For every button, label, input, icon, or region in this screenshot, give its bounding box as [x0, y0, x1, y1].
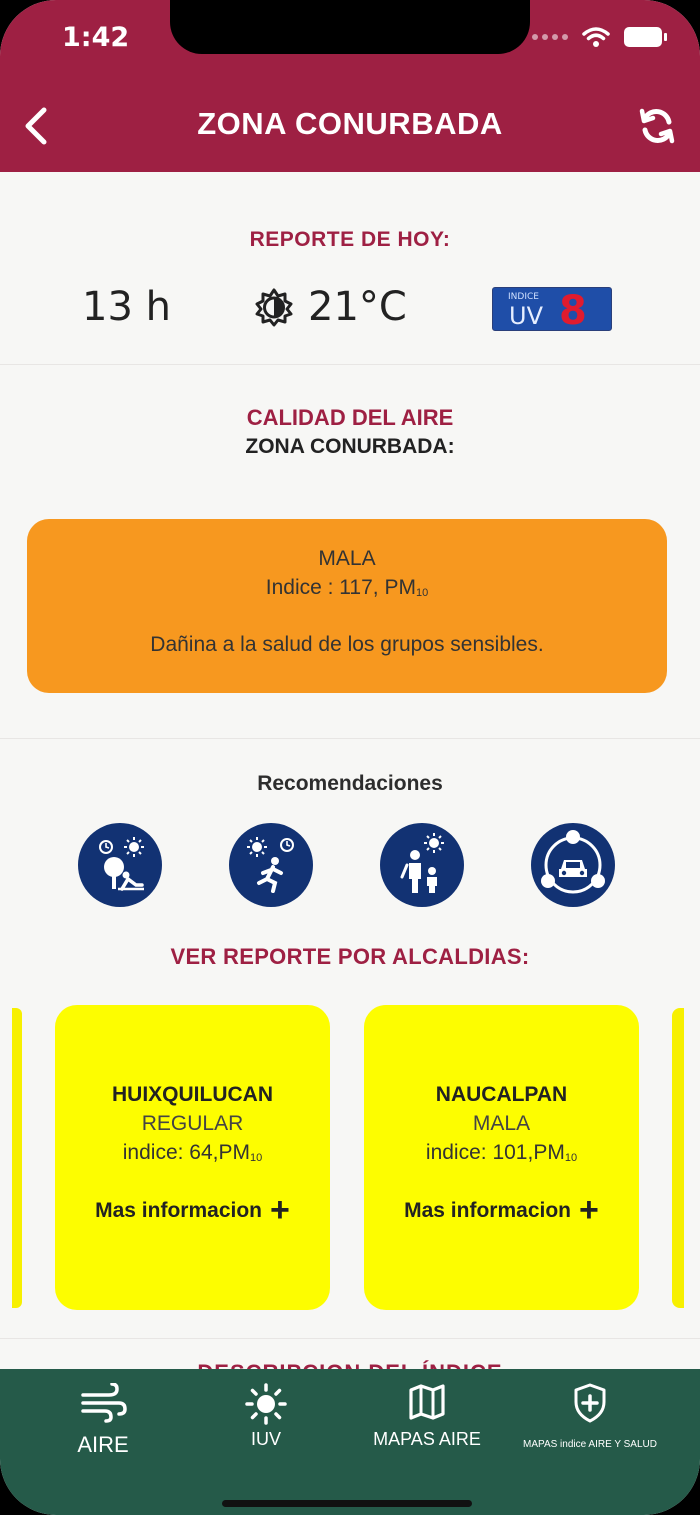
alcaldia-status: REGULAR	[141, 1112, 244, 1135]
alcaldia-name: HUIXQUILUCAN	[112, 1083, 273, 1106]
wifi-icon	[582, 26, 610, 48]
air-quality-description: Dañina a la salud de los grupos sensibles.	[150, 633, 544, 656]
temperature-group	[254, 284, 407, 330]
nav-item-aire[interactable]	[38, 1369, 168, 1515]
plus-icon: +	[270, 1191, 290, 1229]
wind-icon	[79, 1383, 127, 1423]
map-icon	[408, 1383, 446, 1421]
refresh-button[interactable]	[636, 104, 678, 148]
uv-value: 8	[559, 288, 587, 334]
more-info-button[interactable]	[55, 1191, 330, 1229]
nav-item-mapas-aire[interactable]	[352, 1369, 502, 1515]
header-bar	[0, 0, 700, 172]
status-time: 1:42	[62, 22, 130, 53]
air-quality-zone: ZONA CONURBADA:	[245, 435, 455, 458]
status-icons	[532, 26, 662, 48]
home-indicator[interactable]	[222, 1500, 472, 1507]
family-outdoor-icon[interactable]	[380, 823, 464, 907]
nav-label-mapas-aire: MAPAS AIRE	[373, 1429, 481, 1449]
pollutant-subscript: 10	[415, 587, 429, 599]
plus-icon: +	[579, 1191, 599, 1229]
air-quality-title: CALIDAD DEL AIRE	[246, 405, 454, 430]
outdoor-rest-icon[interactable]	[78, 823, 162, 907]
shield-plus-icon	[573, 1383, 607, 1423]
uv-index-badge[interactable]	[492, 287, 612, 334]
partly-sunny-icon	[254, 287, 294, 327]
air-quality-card[interactable]	[27, 519, 667, 693]
alcaldia-card-next[interactable]	[672, 1008, 684, 1308]
alcaldia-status: MALA	[472, 1112, 531, 1135]
sun-icon	[245, 1383, 287, 1425]
divider	[0, 1338, 700, 1339]
air-index-text: Indice : 117, PM	[265, 576, 416, 599]
car-share-icon[interactable]	[531, 823, 615, 907]
signal-icon	[532, 34, 568, 40]
alcaldia-index	[55, 1141, 330, 1165]
bottom-nav	[0, 1369, 700, 1515]
alcaldia-index-text: indice: 64,PM	[122, 1141, 250, 1164]
alcaldia-name: NAUCALPAN	[435, 1083, 568, 1106]
alcaldia-card-previous[interactable]	[12, 1008, 22, 1308]
divider	[0, 738, 700, 739]
alcaldia-index	[364, 1141, 639, 1165]
nav-item-mapas-salud[interactable]	[506, 1369, 674, 1515]
pollutant-subscript: 10	[249, 1152, 263, 1164]
divider	[0, 364, 700, 365]
pollutant-subscript: 10	[564, 1152, 578, 1164]
more-info-label: Mas informacion	[404, 1199, 571, 1222]
air-quality-index	[27, 576, 667, 600]
more-info-button[interactable]	[364, 1191, 639, 1229]
nav-label-mapas-salud: MAPAS indice AIRE Y SALUD	[523, 1439, 657, 1450]
recommendations-title: Recomendaciones	[257, 772, 443, 795]
today-hour: 13 h	[82, 284, 171, 330]
nav-item-iuv[interactable]	[196, 1369, 336, 1515]
alcaldia-index-text: indice: 101,PM	[425, 1141, 565, 1164]
alcaldia-card[interactable]	[364, 1005, 639, 1310]
running-icon[interactable]	[229, 823, 313, 907]
page-title: ZONA CONURBADA	[197, 106, 503, 141]
air-quality-status: MALA	[318, 547, 376, 570]
nav-label-iuv: IUV	[250, 1429, 281, 1449]
uv-label: UV	[509, 302, 543, 330]
alcaldias-title: VER REPORTE POR ALCALDIAS:	[170, 944, 530, 969]
today-report-label: REPORTE DE HOY:	[249, 228, 451, 251]
temperature-value: 21°C	[308, 284, 407, 330]
battery-icon	[624, 27, 662, 47]
device-notch	[170, 0, 530, 54]
alcaldia-card[interactable]	[55, 1005, 330, 1310]
more-info-label: Mas informacion	[95, 1199, 262, 1222]
uv-small-label: INDICE	[508, 292, 539, 302]
nav-label-aire: AIRE	[77, 1432, 129, 1457]
